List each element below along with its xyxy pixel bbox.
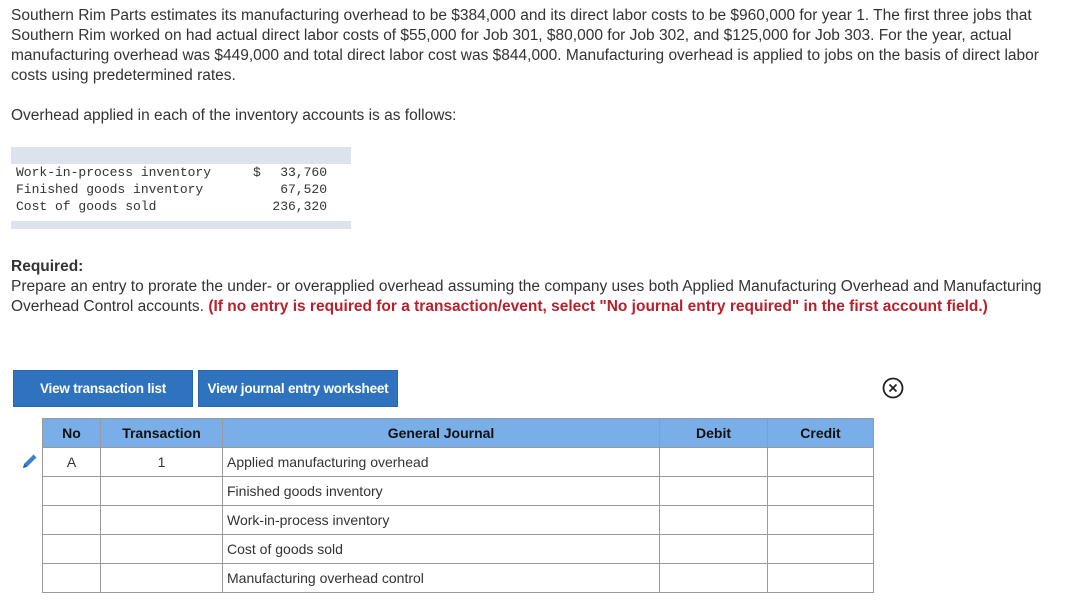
cell-credit[interactable] <box>768 535 874 564</box>
currency-symbol: $ <box>253 165 261 180</box>
cell-no <box>43 506 101 535</box>
cell-transaction <box>101 564 223 593</box>
cell-credit[interactable] <box>768 477 874 506</box>
cell-account[interactable]: Cost of goods sold <box>223 535 660 564</box>
cell-debit[interactable] <box>660 506 768 535</box>
col-header-debit: Debit <box>660 419 768 448</box>
cell-account[interactable]: Manufacturing overhead control <box>223 564 660 593</box>
required-section <box>11 257 1061 317</box>
cell-account[interactable]: Finished goods inventory <box>223 477 660 506</box>
table-header-row <box>43 419 874 448</box>
required-heading: Required: <box>11 258 84 275</box>
col-header-general-journal: General Journal <box>223 419 660 448</box>
cell-credit[interactable] <box>768 564 874 593</box>
table-row <box>43 535 874 564</box>
cell-no <box>43 564 101 593</box>
account-value: 236,320 <box>272 199 327 214</box>
intro-text: Overhead applied in each of the inventory accounts is as follows: <box>11 107 457 124</box>
cell-debit[interactable] <box>660 564 768 593</box>
general-journal-table <box>42 418 874 593</box>
cell-transaction <box>101 477 223 506</box>
account-row <box>16 181 336 198</box>
account-name: Cost of goods sold <box>16 199 157 214</box>
cell-debit[interactable] <box>660 535 768 564</box>
view-transaction-list-button[interactable]: View transaction list <box>13 370 193 407</box>
cell-account[interactable]: Work-in-process inventory <box>223 506 660 535</box>
cell-account[interactable]: Applied manufacturing overhead <box>223 448 660 477</box>
cell-credit[interactable] <box>768 506 874 535</box>
table-row <box>43 506 874 535</box>
problem-text: Southern Rim Parts estimates its manufacturing overhead to be $384,000 and its direct labor costs to be $960,000 for year 1. The first three jobs that Southern Rim worked on had actual direct labor costs of $55,000 for Job 301, $80,000 for Job 302, and $125,000 for Job 303. For the year, actual manufacturing overhead was $449,000 and total direct labor cost was $844,000. Manufacturing overhead is applied to jobs on the basis of direct labor costs using predetermined rates. <box>11 7 1039 84</box>
cell-no: A <box>43 448 101 477</box>
cell-no <box>43 477 101 506</box>
required-text: Prepare an entry to prorate the under- or overapplied overhead assuming the company uses both Applied Manufacturing Overhead and Manufacturing Overhead Control accounts. <box>11 278 1042 315</box>
table-row <box>43 448 874 477</box>
cell-debit[interactable] <box>660 477 768 506</box>
account-name: Work-in-process inventory <box>16 165 212 180</box>
close-icon[interactable] <box>882 377 904 399</box>
account-value: 33,760 <box>280 165 327 180</box>
view-journal-entry-worksheet-button[interactable]: View journal entry worksheet <box>198 370 398 407</box>
cell-debit[interactable] <box>660 448 768 477</box>
col-header-no: No <box>43 419 101 448</box>
account-name: Finished goods inventory <box>16 182 204 197</box>
cell-transaction <box>101 535 223 564</box>
table-row <box>43 477 874 506</box>
table-row <box>43 564 874 593</box>
cell-transaction: 1 <box>101 448 223 477</box>
account-row <box>16 164 336 181</box>
edit-pencil-icon[interactable] <box>20 451 40 471</box>
account-value: 67,520 <box>280 182 327 197</box>
col-header-transaction: Transaction <box>101 419 223 448</box>
cell-no <box>43 535 101 564</box>
required-note: (If no entry is required for a transaction/event, select "No journal entry required" in the first account field.) <box>208 298 988 315</box>
col-header-credit: Credit <box>768 419 874 448</box>
cell-transaction <box>101 506 223 535</box>
account-row <box>16 198 336 215</box>
cell-credit[interactable] <box>768 448 874 477</box>
